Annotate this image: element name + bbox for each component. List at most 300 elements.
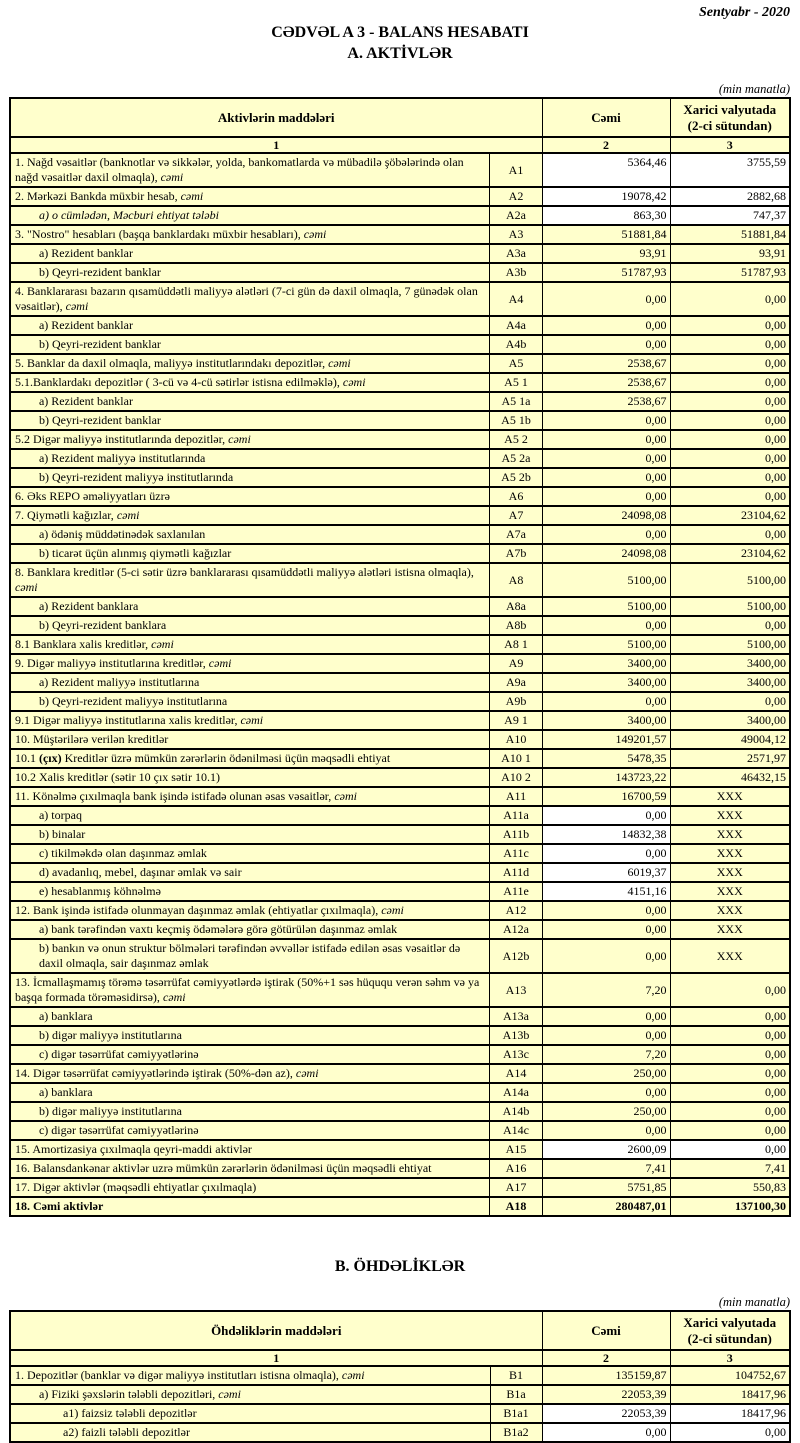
foreign-currency-value: XXX [670,901,790,920]
item-code: A6 [490,487,542,506]
total-value: 0,00 [542,939,670,973]
total-value: 51787,93 [542,263,670,282]
item-code: A9a [490,673,542,692]
table-row [10,1385,790,1404]
col-header-items: Öhdəliklərin maddələri [10,1311,542,1350]
total-value: 5364,46 [542,153,670,187]
foreign-currency-value: 0,00 [670,1064,790,1083]
item-label: 17. Digər aktivlər (məqsədli ehtiyatlar çıxılmaqla) [10,1178,490,1197]
item-code: A11e [490,882,542,901]
table-row [10,506,790,525]
item-code: A11d [490,863,542,882]
total-value: 0,00 [542,525,670,544]
foreign-currency-value: 550,83 [670,1178,790,1197]
total-value: 0,00 [542,692,670,711]
col-header-total: Cəmi [542,98,670,137]
total-value: 7,20 [542,973,670,1007]
total-value: 16700,59 [542,787,670,806]
table-row [10,487,790,506]
item-label: b) Qeyri-rezident banklar [10,411,490,430]
item-code: A16 [490,1159,542,1178]
total-value: 0,00 [542,487,670,506]
total-value: 0,00 [542,1026,670,1045]
table-row [10,468,790,487]
page-title: CƏDVƏL A 3 - BALANS HESABATI [271,24,529,41]
table-row [10,939,790,973]
item-label: b) binalar [10,825,490,844]
table-row [10,616,790,635]
item-label: e) hesablanmış köhnəlmə [10,882,490,901]
item-code: A12b [490,939,542,973]
item-label: a) Rezident banklar [10,392,490,411]
table-row [10,844,790,863]
item-code: B1a1 [490,1404,542,1423]
item-code: A9 [490,654,542,673]
total-value: 0,00 [542,411,670,430]
total-value: 3400,00 [542,673,670,692]
item-code: A11b [490,825,542,844]
total-value: 0,00 [542,616,670,635]
total-value: 250,00 [542,1102,670,1121]
item-code: B1a2 [490,1423,542,1442]
table-row [10,544,790,563]
table-row [10,411,790,430]
item-code: A15 [490,1140,542,1159]
foreign-currency-value: 104752,67 [670,1366,790,1385]
item-label: 9.1 Digər maliyyə institutlarına xalis kreditlər, cəmi [10,711,490,730]
item-code: A8 [490,563,542,597]
total-value: 5100,00 [542,635,670,654]
total-value: 0,00 [542,920,670,939]
table-row [10,749,790,768]
item-code: A12 [490,901,542,920]
table-row [10,901,790,920]
table-row [10,187,790,206]
item-label: 7. Qiymətli kağızlar, cəmi [10,506,490,525]
item-label: 9. Digər maliyyə institutlarına kreditlər, cəmi [10,654,490,673]
item-label: 14. Digər təsərrüfat cəmiyyətlərində iştirak (50%-dən az), cəmi [10,1064,490,1083]
item-code: A2 [490,187,542,206]
total-value: 149201,57 [542,730,670,749]
table-row [10,563,790,597]
table-row [10,1121,790,1140]
item-label: b) Qeyri-rezident maliyyə institutlarında [10,468,490,487]
foreign-currency-value: 0,00 [670,692,790,711]
total-value: 280487,01 [542,1197,670,1216]
item-label: a) Fiziki şəxslərin tələbli depozitləri, cəmi [10,1385,490,1404]
item-code: B1a [490,1385,542,1404]
item-label: b) Qeyri-rezident maliyyə institutlarına [10,692,490,711]
total-value: 5100,00 [542,597,670,616]
total-value: 7,41 [542,1159,670,1178]
total-value: 0,00 [542,468,670,487]
total-value: 863,30 [542,206,670,225]
foreign-currency-value: XXX [670,939,790,973]
item-label: 8. Banklara kreditlər (5-ci sətir üzrə banklararası qısamüddətli maliyyə alətləri istisna olmaqla), cəmi [10,563,490,597]
item-code: A14b [490,1102,542,1121]
total-value: 0,00 [542,430,670,449]
total-value: 3400,00 [542,711,670,730]
foreign-currency-value: 5100,00 [670,597,790,616]
table-row [10,449,790,468]
foreign-currency-value: 3400,00 [670,654,790,673]
foreign-currency-value: 0,00 [670,354,790,373]
foreign-currency-value: 18417,96 [670,1404,790,1423]
foreign-currency-value: 0,00 [670,1102,790,1121]
table-row [10,1159,790,1178]
item-code: A7b [490,544,542,563]
item-code: A4a [490,316,542,335]
item-label: 13. İcmallaşmamış törəmə təsərrüfat cəmiyyətlərdə iştirak (50%+1 səs hüququ verən səhm və ya başqa formada törəməsidirsə), cəmi [10,973,490,1007]
total-value: 135159,87 [542,1366,670,1385]
table-row [10,1178,790,1197]
col-header-foreign-line2: (2-ci sütundan) [687,117,772,133]
item-label: a2) faizli tələbli depozitlər [10,1423,490,1442]
total-value: 7,20 [542,1045,670,1064]
total-value: 0,00 [542,282,670,316]
foreign-currency-value: 46432,15 [670,768,790,787]
table-row [10,354,790,373]
item-code: A14 [490,1064,542,1083]
total-value: 0,00 [542,316,670,335]
col-header-foreign-line1: Xarici valyutada [683,1314,777,1330]
total-value: 51881,84 [542,225,670,244]
table-row [10,806,790,825]
item-code: A5 2a [490,449,542,468]
total-value: 0,00 [542,806,670,825]
item-code: A13 [490,973,542,1007]
item-code: A18 [490,1197,542,1216]
item-code: A13b [490,1026,542,1045]
foreign-currency-value: 0,00 [670,449,790,468]
item-label: 10.2 Xalis kreditlər (sətir 10 çıx sətir 10.1) [10,768,490,787]
col-number-3: 3 [670,137,790,153]
item-code: A8a [490,597,542,616]
item-code: A17 [490,1178,542,1197]
item-label: b) Qeyri-rezident banklar [10,263,490,282]
foreign-currency-value: 0,00 [670,335,790,354]
item-label: 10.1 (çıx) Kreditlər üzrə mümkün zərərlərin ödənilməsi üçün məqsədli ehtiyat [10,749,490,768]
item-code: A11 [490,787,542,806]
unit-note-b: (min manatla) [718,1295,790,1309]
item-code: A5 1b [490,411,542,430]
table-row [10,392,790,411]
item-code: A5 2b [490,468,542,487]
col-header-foreign [670,1311,790,1350]
table-row [10,1423,790,1442]
foreign-currency-value: 2882,68 [670,187,790,206]
item-label: a) bank tərəfindən vaxtı keçmiş ödəmələrə görə götürülən daşınmaz əmlak [10,920,490,939]
foreign-currency-value: XXX [670,920,790,939]
table-row [10,597,790,616]
item-code: A3b [490,263,542,282]
assets-column-numbers-row [10,137,790,153]
item-label: 2. Mərkəzi Bankda müxbir hesab, cəmi [10,187,490,206]
table-row [10,1045,790,1064]
table-row [10,654,790,673]
total-value: 5100,00 [542,563,670,597]
item-label: b) digər maliyyə institutlarına [10,1102,490,1121]
foreign-currency-value: 23104,62 [670,544,790,563]
foreign-currency-value: 3755,59 [670,153,790,187]
item-code: A10 [490,730,542,749]
foreign-currency-value: 23104,62 [670,506,790,525]
foreign-currency-value: 5100,00 [670,635,790,654]
foreign-currency-value: XXX [670,787,790,806]
foreign-currency-value: 2571,97 [670,749,790,768]
foreign-currency-value: 0,00 [670,1007,790,1026]
table-row [10,1197,790,1216]
table-row [10,1102,790,1121]
table-row [10,1064,790,1083]
foreign-currency-value: 0,00 [670,430,790,449]
item-code: A3a [490,244,542,263]
item-label: a) banklara [10,1007,490,1026]
total-value: 0,00 [542,449,670,468]
table-row [10,920,790,939]
item-label: b) bankın və onun struktur bölmələri tərəfindən əvvəllər istifadə edilən əsas vəsaitlər də daxil olmaqla, sair daşınmaz əmlak [10,939,490,973]
table-row [10,825,790,844]
table-row [10,316,790,335]
col-number-3: 3 [670,1350,790,1366]
item-label: 5.2 Digər maliyyə institutlarında depozitlər, cəmi [10,430,490,449]
col-header-foreign-line1: Xarici valyutada [683,101,777,117]
item-label: c) digər təsərrüfat cəmiyyətlərinə [10,1045,490,1064]
foreign-currency-value: 0,00 [670,282,790,316]
item-label: b) Qeyri-rezident banklar [10,335,490,354]
item-label: 16. Balansdankənar aktivlər uzrə mümkün zərərlərin ödənilməsi üçün məqsədli ehtiyat [10,1159,490,1178]
total-value: 0,00 [542,1083,670,1102]
item-code: A8b [490,616,542,635]
foreign-currency-value: 0,00 [670,373,790,392]
foreign-currency-value: 3400,00 [670,711,790,730]
item-label: a) o cümlədən, Məcburi ehtiyat tələbi [10,206,490,225]
col-header-total: Cəmi [542,1311,670,1350]
total-value: 0,00 [542,335,670,354]
foreign-currency-value: 0,00 [670,1121,790,1140]
total-value: 22053,39 [542,1404,670,1423]
item-label: 5.1.Banklardakı depozitlər ( 3-cü və 4-cü sətirlər istisna edilməklə), cəmi [10,373,490,392]
item-code: A11a [490,806,542,825]
table-row [10,1083,790,1102]
total-value: 2600,09 [542,1140,670,1159]
total-value: 2538,67 [542,354,670,373]
item-label: a) Rezident maliyyə institutlarına [10,673,490,692]
unit-note-a: (min manatla) [718,82,790,96]
item-label: b) digər maliyyə institutlarına [10,1026,490,1045]
item-label: a) Rezident banklar [10,316,490,335]
item-label: a) Rezident banklara [10,597,490,616]
table-row [10,1140,790,1159]
col-number-2: 2 [542,1350,670,1366]
item-code: A14a [490,1083,542,1102]
item-code: A3 [490,225,542,244]
foreign-currency-value: 0,00 [670,525,790,544]
foreign-currency-value: 18417,96 [670,1385,790,1404]
item-code: B1 [490,1366,542,1385]
table-row [10,282,790,316]
section-a-title: A. AKTİVLƏR [347,45,453,62]
item-label: 12. Bank işində istifadə olunmayan daşınmaz əmlak (ehtiyatlar çıxılmaqla), cəmi [10,901,490,920]
total-value: 0,00 [542,901,670,920]
item-code: A9b [490,692,542,711]
liabilities-table [9,1310,791,1443]
foreign-currency-value: 51881,84 [670,225,790,244]
foreign-currency-value: 0,00 [670,1026,790,1045]
table-row [10,263,790,282]
total-value: 0,00 [542,1007,670,1026]
item-code: A1 [490,153,542,187]
foreign-currency-value: 0,00 [670,1423,790,1442]
col-header-items: Aktivlərin maddələri [10,98,542,137]
item-code: A2a [490,206,542,225]
total-value: 0,00 [542,844,670,863]
total-value: 19078,42 [542,187,670,206]
item-label: 8.1 Banklara xalis kreditlər, cəmi [10,635,490,654]
foreign-currency-value: 5100,00 [670,563,790,597]
foreign-currency-value: 137100,30 [670,1197,790,1216]
item-label: 18. Cəmi aktivlər [10,1197,490,1216]
total-value: 250,00 [542,1064,670,1083]
table-row [10,525,790,544]
item-label: 1. Depozitlər (banklar və digər maliyyə institutları istisna olmaqla), cəmi [10,1366,490,1385]
total-value: 0,00 [542,1423,670,1442]
item-code: A14c [490,1121,542,1140]
assets-header-row [10,98,790,137]
item-label: a) banklara [10,1083,490,1102]
table-row [10,335,790,354]
total-value: 24098,08 [542,506,670,525]
item-code: A12a [490,920,542,939]
item-code: A8 1 [490,635,542,654]
table-row [10,1366,790,1385]
total-value: 14832,38 [542,825,670,844]
total-value: 0,00 [542,1121,670,1140]
foreign-currency-value: 7,41 [670,1159,790,1178]
foreign-currency-value: 49004,12 [670,730,790,749]
item-label: b) ticarət üçün alınmış qiymətli kağızlar [10,544,490,563]
table-row [10,692,790,711]
foreign-currency-value: XXX [670,863,790,882]
table-row [10,244,790,263]
item-label: 10. Müştərilərə verilən kreditlər [10,730,490,749]
table-row [10,863,790,882]
total-value: 4151,16 [542,882,670,901]
total-value: 22053,39 [542,1385,670,1404]
item-label: 1. Nağd vəsaitlər (banknotlar və sikkələr, yolda, bankomatlarda və mübadilə şöbələrində olan nağd vəsaitlər daxil olmaqla), cəmi [10,153,490,187]
foreign-currency-value: XXX [670,882,790,901]
foreign-currency-value: 0,00 [670,1140,790,1159]
total-value: 2538,67 [542,373,670,392]
foreign-currency-value: 0,00 [670,392,790,411]
liabilities-column-numbers-row [10,1350,790,1366]
foreign-currency-value: 747,37 [670,206,790,225]
table-row [10,1404,790,1423]
report-period-label: Sentyabr - 2020 [699,5,790,20]
table-row [10,730,790,749]
item-label: a) ödəniş müddətinədək saxlanılan [10,525,490,544]
foreign-currency-value: 0,00 [670,1045,790,1064]
total-value: 24098,08 [542,544,670,563]
item-code: A11c [490,844,542,863]
item-label: c) tikilməkdə olan daşınmaz əmlak [10,844,490,863]
table-row [10,1007,790,1026]
table-row [10,430,790,449]
foreign-currency-value: 0,00 [670,411,790,430]
table-row [10,373,790,392]
foreign-currency-value: XXX [670,844,790,863]
total-value: 143723,22 [542,768,670,787]
item-code: A13a [490,1007,542,1026]
item-label: a) Rezident maliyyə institutlarında [10,449,490,468]
table-row [10,973,790,1007]
assets-table [9,97,791,1217]
item-label: 3. "Nostro" hesabları (başqa banklardakı müxbir hesabları), cəmi [10,225,490,244]
table-row [10,882,790,901]
total-value: 5478,35 [542,749,670,768]
col-number-1: 1 [10,1350,542,1366]
item-code: A10 2 [490,768,542,787]
col-header-foreign-line2: (2-ci sütundan) [687,1330,772,1346]
item-label: c) digər təsərrüfat cəmiyyətlərinə [10,1121,490,1140]
item-code: A4b [490,335,542,354]
liabilities-header-row [10,1311,790,1350]
foreign-currency-value: 0,00 [670,316,790,335]
item-code: A7 [490,506,542,525]
total-value: 3400,00 [542,654,670,673]
col-header-foreign [670,98,790,137]
item-label: 4. Banklararası bazarın qısamüddətli maliyyə alətləri (7-ci gün də daxil olmaqla, 7 günədək olan vəsaitlər), cəmi [10,282,490,316]
col-number-2: 2 [542,137,670,153]
table-row [10,153,790,187]
foreign-currency-value: 51787,93 [670,263,790,282]
total-value: 93,91 [542,244,670,263]
foreign-currency-value: 0,00 [670,973,790,1007]
table-row [10,225,790,244]
table-row [10,1026,790,1045]
table-row [10,673,790,692]
total-value: 2538,67 [542,392,670,411]
item-label: d) avadanlıq, mebel, daşınar əmlak və sair [10,863,490,882]
item-label: 15. Amortizasiya çıxılmaqla qeyri-maddi aktivlər [10,1140,490,1159]
item-code: A7a [490,525,542,544]
foreign-currency-value: 0,00 [670,1083,790,1102]
section-b-title: B. ÖHDƏLİKLƏR [334,1258,466,1275]
item-label: a) Rezident banklar [10,244,490,263]
total-value: 5751,85 [542,1178,670,1197]
table-row [10,711,790,730]
table-row [10,206,790,225]
item-code: A13c [490,1045,542,1064]
item-code: A4 [490,282,542,316]
table-row [10,787,790,806]
item-label: 5. Banklar da daxil olmaqla, maliyyə institutlarındakı depozitlər, cəmi [10,354,490,373]
foreign-currency-value: XXX [670,825,790,844]
item-code: A5 1a [490,392,542,411]
foreign-currency-value: 0,00 [670,487,790,506]
foreign-currency-value: 0,00 [670,468,790,487]
foreign-currency-value: 0,00 [670,616,790,635]
item-code: A5 [490,354,542,373]
item-label: a1) faizsiz tələbli depozitlər [10,1404,490,1423]
item-code: A9 1 [490,711,542,730]
col-number-1: 1 [10,137,542,153]
foreign-currency-value: XXX [670,806,790,825]
foreign-currency-value: 93,91 [670,244,790,263]
item-label: a) torpaq [10,806,490,825]
item-code: A5 1 [490,373,542,392]
item-code: A10 1 [490,749,542,768]
